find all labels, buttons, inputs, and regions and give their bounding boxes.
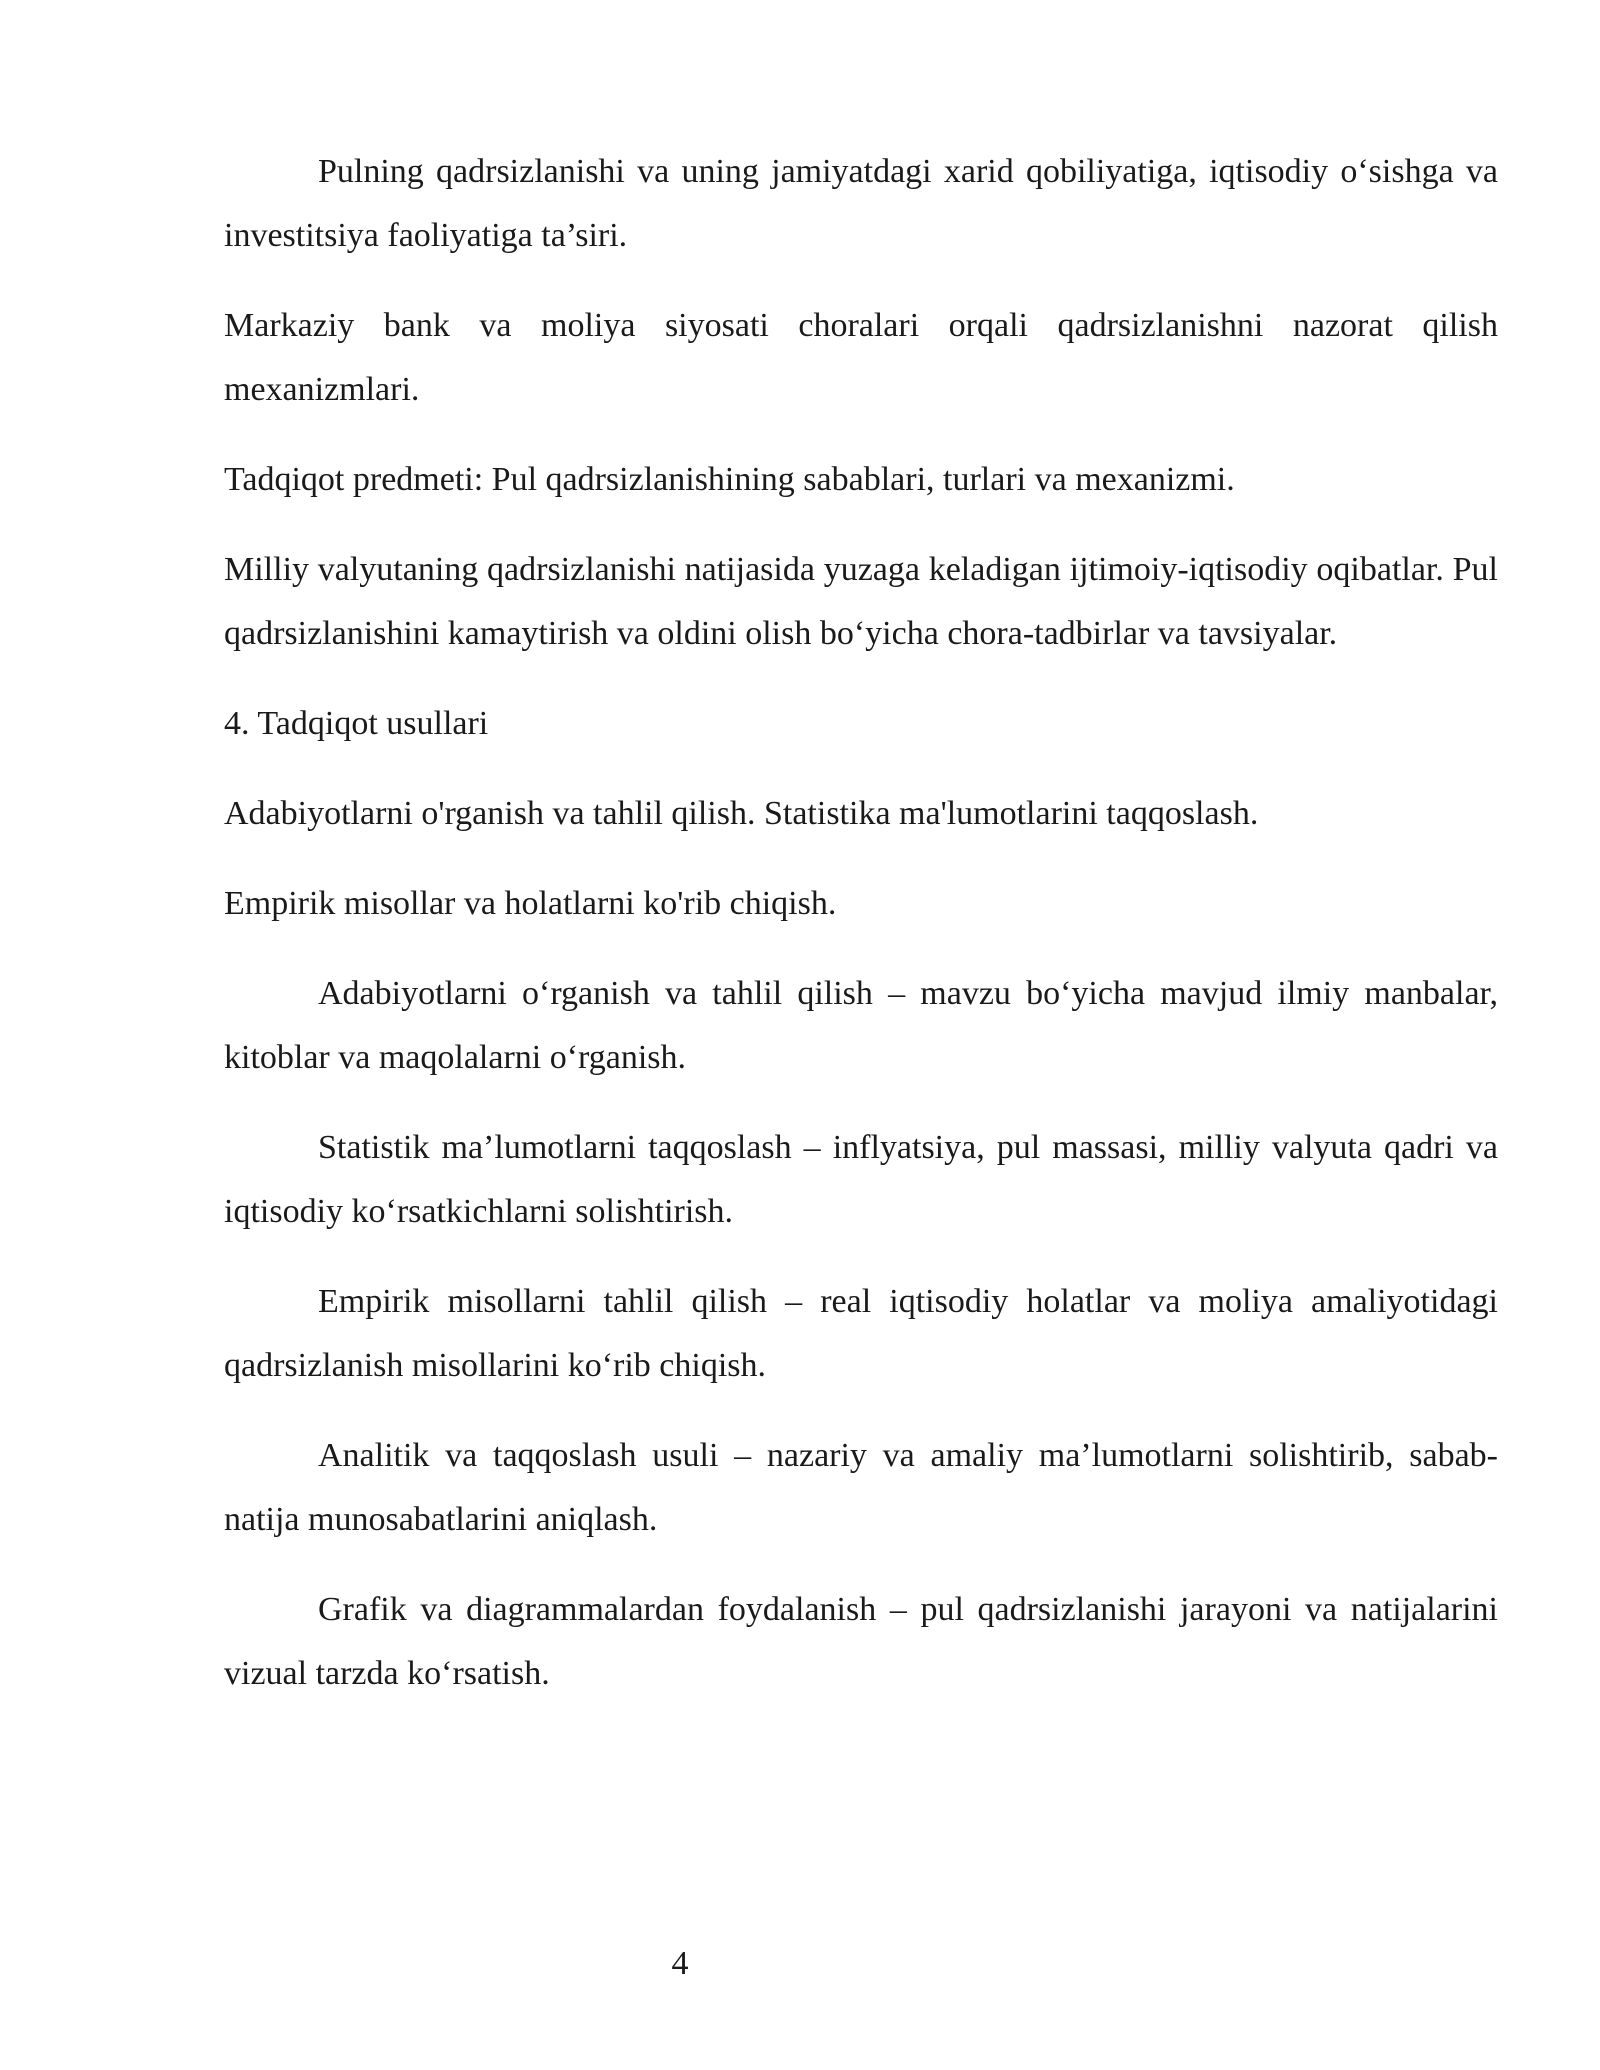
section-heading-research-methods: 4. Tadqiqot usullari [224, 705, 489, 742]
paragraph-impact: Pulning qadrsizlanishi va uning jamiyatdagi xarid qobiliyatiga, iqtisodiy o‘sishga va investitsiya faoliyatiga ta’siri. [224, 153, 1498, 254]
page-body [224, 140, 1498, 1732]
paragraph-research-subject: Tadqiqot predmeti: Pul qadrsizlanishining sabablari, turlari va mexanizmi. [224, 461, 1235, 498]
paragraph-consequences: Milliy valyutaning qadrsizlanishi natijasida yuzaga keladigan ijtimoiy-iqtisodiy oqibatlar. Pul qadrsizlanishini kamaytirish va oldini olish bo‘yicha chora-tadbirlar va tavsiyalar. [224, 551, 1498, 652]
paragraph-control-mechanisms: Markaziy bank va moliya siyosati choralari orqali qadrsizlanishni nazorat qilish mexanizmlari. [224, 307, 1498, 408]
paragraph-empirical-cases: Empirik misollar va holatlarni ko'rib chiqish. [224, 885, 837, 922]
method-analytical-comparison: Analitik va taqqoslash usuli – nazariy va amaliy ma’lumotlarni solishtirib, sabab-natija munosabatlarini aniqlash. [224, 1437, 1498, 1538]
paragraph-literature-statistics: Adabiyotlarni o'rganish va tahlil qilish. Statistika ma'lumotlarini taqqoslash. [224, 795, 1259, 832]
method-empirical-analysis: Empirik misollarni tahlil qilish – real iqtisodiy holatlar va moliya amaliyotidagi qadrsizlanish misollarini ko‘rib chiqish. [224, 1283, 1498, 1384]
method-statistical-comparison: Statistik ma’lumotlarni taqqoslash – inflyatsiya, pul massasi, milliy valyuta qadri va iqtisodiy ko‘rsatkichlarni solishtirish. [224, 1129, 1498, 1230]
method-literature-review: Adabiyotlarni o‘rganish va tahlil qilish – mavzu bo‘yicha mavjud ilmiy manbalar, kitoblar va maqolalarni o‘rganish. [224, 975, 1498, 1076]
page-number: 4 [671, 1945, 689, 1982]
method-graphs-diagrams: Grafik va diagrammalardan foydalanish – pul qadrsizlanishi jarayoni va natijalarini vizual tarzda ko‘rsatish. [224, 1591, 1498, 1692]
